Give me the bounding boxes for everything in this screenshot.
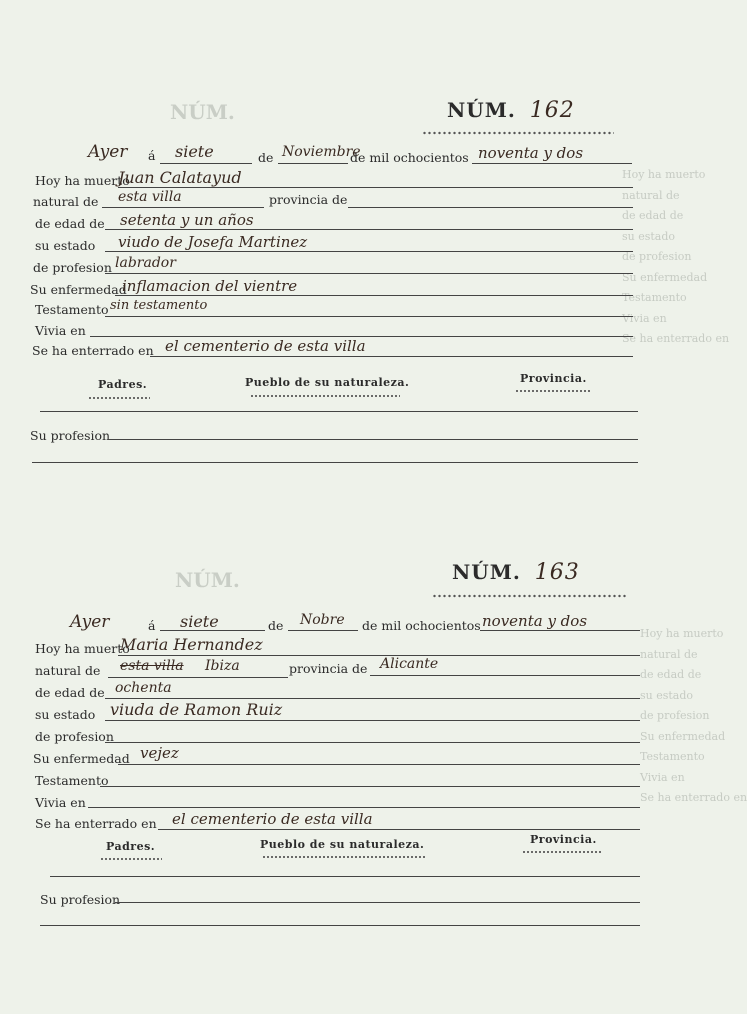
month-line	[278, 163, 348, 164]
year-value: noventa y dos	[478, 144, 584, 162]
provincia-line	[370, 675, 640, 676]
hoy-ha-muerto-label: Hoy ha muerto	[35, 641, 130, 656]
estado-label: su estado	[35, 238, 96, 253]
padres-header: Padres.	[106, 840, 156, 853]
edad-value: setenta y un años	[120, 211, 254, 229]
bleed-through-top: Hoy ha muerto natural de de edad de su estado de profesion Su enfermedad Testamento Vivia en Se ha enterrado en	[622, 168, 730, 345]
enterrado-value: el cementerio de esta villa	[165, 337, 366, 355]
profesion-line	[105, 273, 633, 274]
padres-underline	[100, 857, 162, 861]
provincia-value: Alicante	[380, 656, 439, 672]
provincia-line	[348, 207, 633, 208]
pueblo-underline	[250, 394, 400, 398]
enterrado-line	[150, 356, 633, 357]
month-line	[288, 630, 358, 631]
natural-value: esta villa	[118, 189, 182, 205]
estado-value: viudo de Josefa Martinez	[118, 233, 308, 251]
ornament-rule	[422, 130, 614, 136]
bleed-through-bottom: Hoy ha muerto natural de de edad de su estado de profesion Su enfermedad Testamento Vivia en Se ha enterrado en	[640, 627, 747, 804]
su-profesion-line	[108, 439, 638, 440]
testamento-label: Testamento	[35, 773, 109, 788]
edad-value: ochenta	[115, 680, 172, 696]
profesion-line	[105, 742, 640, 743]
parents-line-1	[40, 411, 638, 412]
month-value: Nobre	[300, 612, 345, 628]
record-number: 162	[529, 98, 575, 123]
testamento-label: Testamento	[35, 302, 109, 317]
name-line	[118, 655, 640, 656]
deceased-name: Juan Calatayud	[118, 168, 242, 187]
enfermedad-label: Su enfermedad	[30, 282, 127, 297]
testamento-line	[100, 786, 640, 787]
provincia-de-label: provincia de	[269, 192, 348, 207]
edad-line	[105, 229, 633, 230]
a-label: á	[148, 618, 156, 633]
enterrado-label: Se ha enterrado en	[32, 343, 154, 358]
record-number-heading	[452, 560, 580, 585]
estado-value: viuda de Ramon Ruiz	[110, 700, 283, 719]
num-label: NÚM.	[452, 560, 521, 584]
parents-line-2	[40, 925, 640, 926]
su-profesion-line	[115, 902, 640, 903]
parents-line-2	[32, 462, 638, 463]
date-prefix: Ayer	[70, 612, 110, 632]
hoy-ha-muerto-label: Hoy ha muerto	[35, 173, 130, 188]
padres-underline	[88, 396, 150, 400]
day-line	[160, 630, 265, 631]
vivia-line	[88, 807, 640, 808]
parents-line-1	[50, 876, 640, 877]
su-profesion-label: Su profesion	[40, 892, 121, 907]
record-number-heading	[447, 98, 575, 123]
enfermedad-label: Su enfermedad	[33, 751, 130, 766]
vivia-label: Vivia en	[35, 323, 86, 338]
edad-line	[105, 698, 640, 699]
deceased-name: Maria Hernandez	[120, 635, 263, 654]
natural-de-label: natural de	[33, 194, 99, 209]
month-value: Noviembre	[282, 144, 361, 160]
su-profesion-label: Su profesion	[30, 428, 111, 443]
provincia-underline	[515, 389, 590, 393]
pueblo-underline	[262, 855, 427, 859]
enfermedad-value: inflamacion del vientre	[122, 277, 298, 295]
estado-label: su estado	[35, 707, 96, 722]
provincia-de-label: provincia de	[289, 661, 368, 676]
testamento-value: sin testamento	[110, 298, 208, 313]
padres-header: Padres.	[98, 378, 148, 391]
provincia-header: Provincia.	[520, 372, 587, 385]
enterrado-line	[158, 829, 640, 830]
ghost-num-top: NÚM.	[170, 100, 235, 124]
de-label: de	[258, 150, 274, 165]
pueblo-header: Pueblo de su naturaleza.	[260, 838, 425, 851]
num-label: NÚM.	[447, 98, 516, 122]
provincia-underline	[522, 850, 602, 854]
day-value: siete	[175, 142, 214, 161]
enfermedad-value: vejez	[140, 744, 179, 762]
natural-line	[102, 207, 264, 208]
ghost-num-bottom: NÚM.	[175, 568, 240, 592]
enfermedad-line	[115, 295, 633, 296]
day-value: siete	[180, 612, 219, 631]
vivia-label: Vivia en	[35, 795, 86, 810]
mil-label: de mil ochocientos	[350, 150, 469, 165]
profesion-label: de profesion	[33, 260, 112, 275]
date-prefix: Ayer	[88, 142, 128, 162]
estado-line	[105, 251, 633, 252]
natural-value: Ibiza	[205, 658, 240, 674]
pueblo-header: Pueblo de su naturaleza.	[245, 376, 410, 389]
a-label: á	[148, 148, 156, 163]
de-label: de	[268, 618, 284, 633]
natural-de-label: natural de	[35, 663, 101, 678]
natural-line	[108, 677, 288, 678]
ornament-rule	[432, 593, 628, 599]
testamento-line	[105, 316, 633, 317]
mil-label: de mil ochocientos	[362, 618, 481, 633]
profesion-value: labrador	[115, 255, 176, 271]
natural-struck-value: esta villa	[120, 658, 184, 674]
enfermedad-line	[118, 764, 640, 765]
edad-label: de edad de	[35, 216, 105, 231]
estado-line	[105, 720, 640, 721]
edad-label: de edad de	[35, 685, 105, 700]
profesion-label: de profesion	[35, 729, 114, 744]
enterrado-label: Se ha enterrado en	[35, 816, 157, 831]
enterrado-value: el cementerio de esta villa	[172, 810, 373, 828]
record-number: 163	[534, 560, 580, 585]
name-line	[118, 187, 633, 188]
year-line	[480, 630, 640, 631]
day-line	[160, 163, 252, 164]
provincia-header: Provincia.	[530, 833, 597, 846]
year-value: noventa y dos	[482, 612, 588, 630]
year-line	[472, 163, 632, 164]
